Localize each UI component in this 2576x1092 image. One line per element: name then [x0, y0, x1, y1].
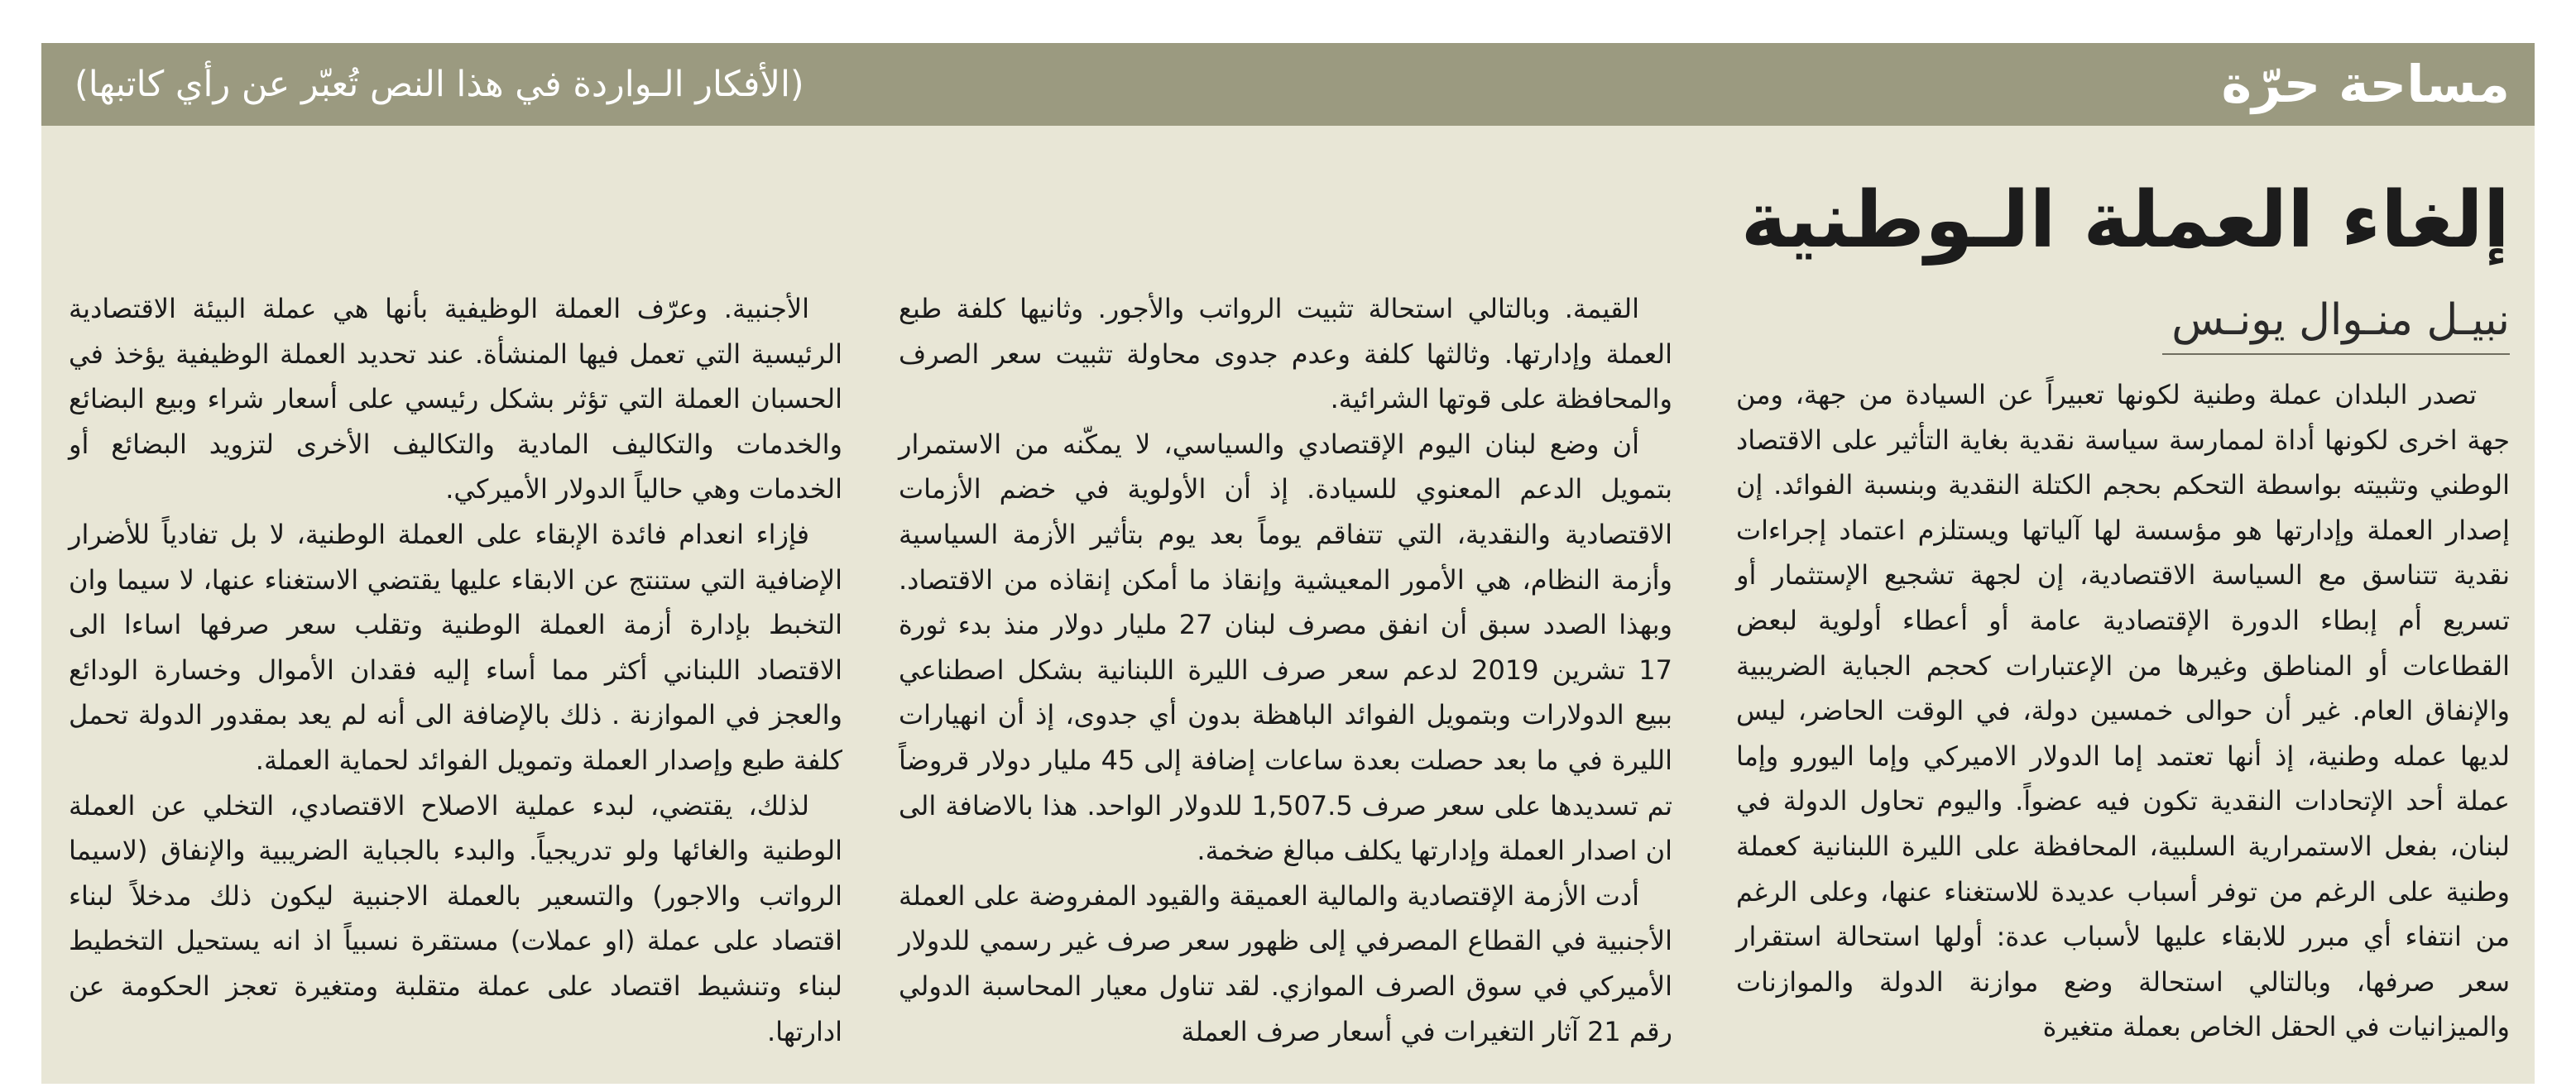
- paragraph: أدت الأزمة الإقتصادية والمالية العميقة والقيود المفروضة على العملة الأجنبية في القطاع المصرفي إلى ظهور سعر صرف غير رسمي للدولار الأميركي في سوق الصرف الموازي. لقد تناول معيار المحاسبة الدولي رقم 21 آثار التغيرات في أسعار صرف العملة: [899, 879, 1672, 1047]
- section-banner: [41, 43, 2535, 126]
- article-headline: إلغاء العملة الـوطنية: [1740, 175, 2510, 266]
- newspaper-page: [41, 43, 2535, 1084]
- opinion-disclaimer: (الأفكار الـواردة في هذا النص تُعبّر عن رأي كاتبها): [74, 64, 804, 105]
- paragraph: لذلك، يقتضي، لبدء عملية الاصلاح الاقتصادي، التخلي عن العملة الوطنية والغائها ولو تدريجياً. والبدء بالجباية الضريبية والإنفاق (لاسيما الرواتب والاجور) والتسعير بالعملة الاجنبية ليكون ذلك مدخلاً لبناء اقتصاد على عملة (او عملات) مستقرة نسبياً اذ انه يستحيل التخطيط لبناء وتنشيط اقتصاد على عملة متقلبة ومتغيرة تعجز الحكومة عن ادارتها.: [69, 789, 842, 1047]
- paragraph: فإزاء انعدام فائدة الإبقاء على العملة الوطنية، لا بل تفادياً للأضرار الإضافية التي ستنتج عن الابقاء عليها يقتضي الاستغناء عنها، لا سيما وان التخبط بإدارة أزمة العملة الوطنية وتقلب سعر صرفها اساءا الى الاقتصاد اللبناني أكثر مما أساء إليه فقدان الأموال وخسارة الودائع والعجز في الموازنة . ذلك بالإضافة الى أنه لم يعد بمقدور الدولة تحمل كلفة طبع وإصدار العملة وتمويل الفوائد لحماية العملة.: [69, 518, 842, 776]
- author-byline: نبيـل منـوال يونـس: [2162, 287, 2510, 355]
- paragraph: القيمة. وبالتالي استحالة تثبيت الرواتب والأجور. وثانيها كلفة طبع العملة وإدارتها. وثالثها كلفة وعدم جدوى محاولة تثبيت سعر الصرف والمحافظة على قوتها الشرائية.: [899, 293, 1672, 415]
- article-column-2: [899, 286, 1672, 1054]
- paragraph: تصدر البلدان عملة وطنية لكونها تعبيراً عن السيادة من جهة، ومن جهة اخرى لكونها أداة لممارسة سياسة نقدية بغاية التأثير على الاقتصاد الوطني وتثبيته بواسطة التحكم بحجم الكتلة النقدية وبنسبة الفوائد. إن إصدار العملة وإدارتها هو مؤسسة لها آلياتها ويستلزم اعتماد إجراءات نقدية تتناسق مع السياسة الاقتصادية، إن لجهة تشجيع الإستثمار أو تسريع أم إبطاء الدورة الإقتصادية عامة أو أعطاء أولوية لبعض القطاعات أو المناطق وغيرها من الإعتبارات كحجم الجباية الضريبية والإنفاق العام. غير أن حوالى خمسين دولة، في الوقت الحاضر، ليس لديها عمله وطنية، إذ أنها تعتمد إما الدولار الاميركي وإما اليورو وإما عملة أحد الإتحادات النقدية تكون فيه عضواً. واليوم تحاول الدولة في لبنان، بفعل الاستمرارية السلبية، المحافظة على الليرة اللبنانية كعملة وطنية على الرغم من توفر أسباب عديدة للاستغناء عنها، وعلى الرغم من انتفاء أي مبرر للابقاء عليها لأسباب عدة: أولها استحالة استقرار سعر صرفها، وبالتالي استحالة وضع موازنة الدولة والموازنات والميزانيات في الحقل الخاص بعملة متغيرة: [1736, 379, 2510, 1043]
- article-column-1: [1736, 372, 2510, 1050]
- paragraph: أن وضع لبنان اليوم الإقتصادي والسياسي، لا يمكّنه من الاستمرار بتمويل الدعم المعنوي للسيادة. إذ أن الأولوية في خضم الأزمات الاقتصادية والنقدية، التي تتفاقم يوماً بعد يوم بتأثير الأزمة السياسية وأزمة النظام، هي الأمور المعيشية وإنقاذ ما أمكن إنقاذه من الاقتصاد. وبهذا الصدد سبق أن انفق مصرف لبنان 27 مليار دولار منذ بدء ثورة 17 تشرين 2019 لدعم سعر صرف الليرة اللبنانية بشكل اصطناعي ببيع الدولارات وبتمويل الفوائد الباهظة بدون أي جدوى، إذ أن انهيارات الليرة في ما بعد حصلت بعدة ساعات إضافة إلى 45 مليار دولار قروضاً تم تسديدها على سعر صرف 1,507.5 للدولار الواحد. هذا بالاضافة الى ان اصدار العملة وإدارتها يكلف مبالغ ضخمة.: [899, 428, 1673, 867]
- section-title: مساحة حرّة: [2221, 54, 2510, 114]
- paragraph: الأجنبية. وعرّف العملة الوظيفية بأنها هي عملة البيئة الاقتصادية الرئيسية التي تعمل فيها المنشأة. عند تحديد العملة الوظيفية يؤخذ في الحسبان العملة التي تؤثر بشكل رئيسي على أسعار شراء وبيع البضائع والخدمات والتكاليف المادية والتكاليف الأخرى لتزويد البضائع أو الخدمات وهي حالياً الدولار الأميركي.: [69, 293, 842, 505]
- article-column-3: [69, 286, 842, 1054]
